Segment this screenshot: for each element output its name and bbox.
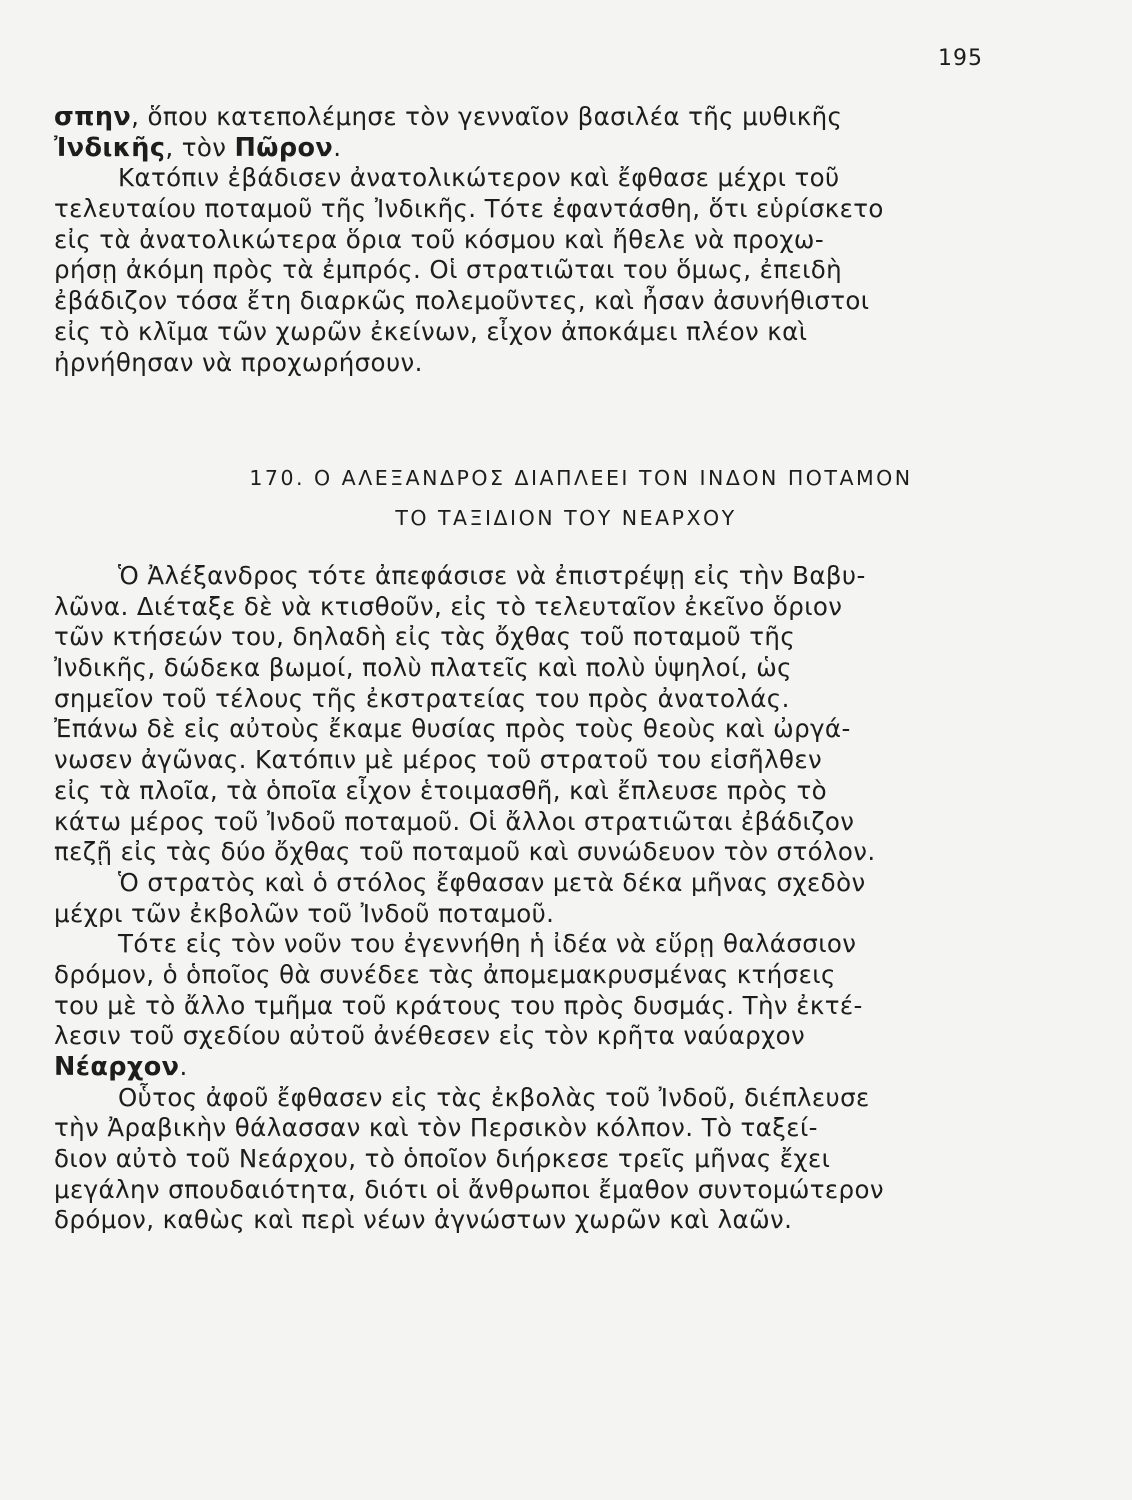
- text-line: εἰς τὰ πλοῖα, τὰ ὁποῖα εἶχον ἑτοιμασθῆ, καὶ ἔπλευσε πρὸς τὸ: [54, 775, 828, 805]
- text-line: ἐβάδιζον τόσα ἔτη διαρκῶς πολεμοῦντες, καὶ ἦσαν ἀσυνήθιστοι: [54, 286, 870, 316]
- intro-text: [54, 102, 998, 378]
- text-line: του μὲ τὸ ἄλλο τμῆμα τοῦ κράτους του πρὸς δυσμάς. Τὴν ἐκτέ-: [54, 990, 863, 1020]
- text-line: διον αὐτὸ τοῦ Νεάρχου, τὸ ὁποῖον διήρκεσε τρεῖς μῆνας ἔχει: [54, 1144, 831, 1174]
- text-line: εἰς τὰ ἀνατολικώτερα ὅρια τοῦ κόσμου καὶ ἤθελε νὰ προχω-: [54, 224, 825, 254]
- text-line: νωσεν ἀγῶνας. Κατόπιν μὲ μέρος τοῦ στρατοῦ του εἰσῆλθεν: [54, 745, 823, 775]
- text-line: τελευταίου ποταμοῦ τῆς Ἰνδικῆς. Τότε ἐφαντάσθη, ὅτι εὑρίσκετο: [54, 194, 884, 224]
- text-line: πεζῇ εἰς τὰς δύο ὄχθας τοῦ ποταμοῦ καὶ συνώδευον τὸν στόλον.: [54, 837, 876, 867]
- text-fragment: , τὸν: [165, 132, 235, 162]
- bold-word: Νέαρχον: [54, 1052, 180, 1082]
- text-line: Τότε εἰς τὸν νοῦν του ἐγεννήθη ἡ ἰδέα νὰ εὕρῃ θαλάσσιον: [118, 929, 857, 959]
- text-line: Οὗτος ἀφοῦ ἔφθασεν εἰς τὰς ἐκβολὰς τοῦ Ἰνδοῦ, διέπλευσε: [118, 1082, 870, 1112]
- text-line: δρόμον, ὁ ὁποῖος θὰ συνέδεε τὰς ἀπομεμακρυσμένας κτήσεις: [54, 959, 836, 989]
- text-line: [54, 102, 998, 133]
- text-fragment: .: [333, 132, 342, 162]
- bold-word: Ἰνδικῆς: [54, 132, 166, 163]
- text-line: εἰς τὸ κλῖμα τῶν χωρῶν ἐκείνων, εἶχον ἀποκάμει πλέον καὶ: [54, 316, 808, 346]
- text-line: ἠρνήθησαν νὰ προχωρήσουν.: [54, 347, 423, 377]
- text-line: λεσιν τοῦ σχεδίου αὐτοῦ ἀνέθεσεν εἰς τὸν κρῆτα ναύαρχον: [54, 1021, 806, 1051]
- bold-word: σπην: [54, 102, 132, 132]
- text-line: Ἰνδικῆς, δώδεκα βωμοί, πολὺ πλατεῖς καὶ πολὺ ὑψηλοί, ὡς: [54, 653, 792, 683]
- text-line: Ὁ Ἀλέξανδρος τότε ἀπεφάσισε νὰ ἐπιστρέψῃ εἰς τὴν Βαβυ-: [118, 561, 866, 590]
- text-line: δρόμον, καθὼς καὶ περὶ νέων ἀγνώστων χωρῶν καὶ λαῶν.: [54, 1205, 793, 1235]
- text-line: [54, 1052, 998, 1083]
- text-line: Κατόπιν ἐβάδισεν ἀνατολικώτερον καὶ ἔφθασε μέχρι τοῦ: [118, 163, 840, 193]
- text-line: Ἐπάνω δὲ εἰς αὐτοὺς ἔκαμε θυσίας πρὸς τοὺς θεοὺς καὶ ὠργά-: [54, 714, 851, 744]
- text-line: λῶνα. Διέταξε δὲ νὰ κτισθοῦν, εἰς τὸ τελευταῖον ἐκεῖνο ὅριον: [54, 591, 843, 621]
- bold-word: Πῶρον: [234, 132, 334, 163]
- text-line: τὴν Ἀραβικὴν θάλασσαν καὶ τὸν Περσικὸν κόλπον. Τὸ ταξεί-: [54, 1113, 818, 1143]
- text-line: Ὁ στρατὸς καὶ ὁ στόλος ἔφθασαν μετὰ δέκα μῆνας σχεδὸν: [118, 867, 866, 897]
- text-line: ρήσῃ ἀκόμη πρὸς τὰ ἐμπρός. Οἱ στρατιῶται του ὅμως, ἐπειδὴ: [54, 255, 843, 285]
- text-fragment: .: [179, 1052, 188, 1081]
- section-heading: 170. Ο ΑΛΕΞΑΝΔΡΟΣ ΔΙΑΠΛΕΕΙ ΤΟΝ ΙΝΔΟΝ ΠΟΤΑΜΟΝ: [249, 466, 913, 490]
- text-fragment: , ὅπου κατεπολέμησε τὸν γενναῖον βασιλέα τῆς μυθικῆς: [131, 102, 843, 131]
- page-number: 195: [938, 46, 983, 71]
- text-line: τῶν κτήσεών του, δηλαδὴ εἰς τὰς ὄχθας τοῦ ποταμοῦ τῆς: [54, 622, 796, 652]
- text-line: σημεῖον τοῦ τέλους τῆς ἐκστρατείας του πρὸς ἀνατολάς.: [54, 683, 790, 713]
- section-text: [54, 561, 998, 1236]
- text-line: κάτω μέρος τοῦ Ἰνδοῦ ποταμοῦ. Οἱ ἄλλοι στρατιῶται ἐβάδιζον: [54, 806, 855, 836]
- text-line: μέχρι τῶν ἐκβολῶν τοῦ Ἰνδοῦ ποταμοῦ.: [54, 898, 555, 928]
- text-line: [54, 133, 998, 164]
- section-subheading: ΤΟ ΤΑΞΙΔΙΟΝ ΤΟΥ ΝΕΑΡΧΟΥ: [395, 506, 737, 530]
- text-line: μεγάλην σπουδαιότητα, διότι οἱ ἄνθρωποι ἔμαθον συντομώτερον: [54, 1174, 884, 1204]
